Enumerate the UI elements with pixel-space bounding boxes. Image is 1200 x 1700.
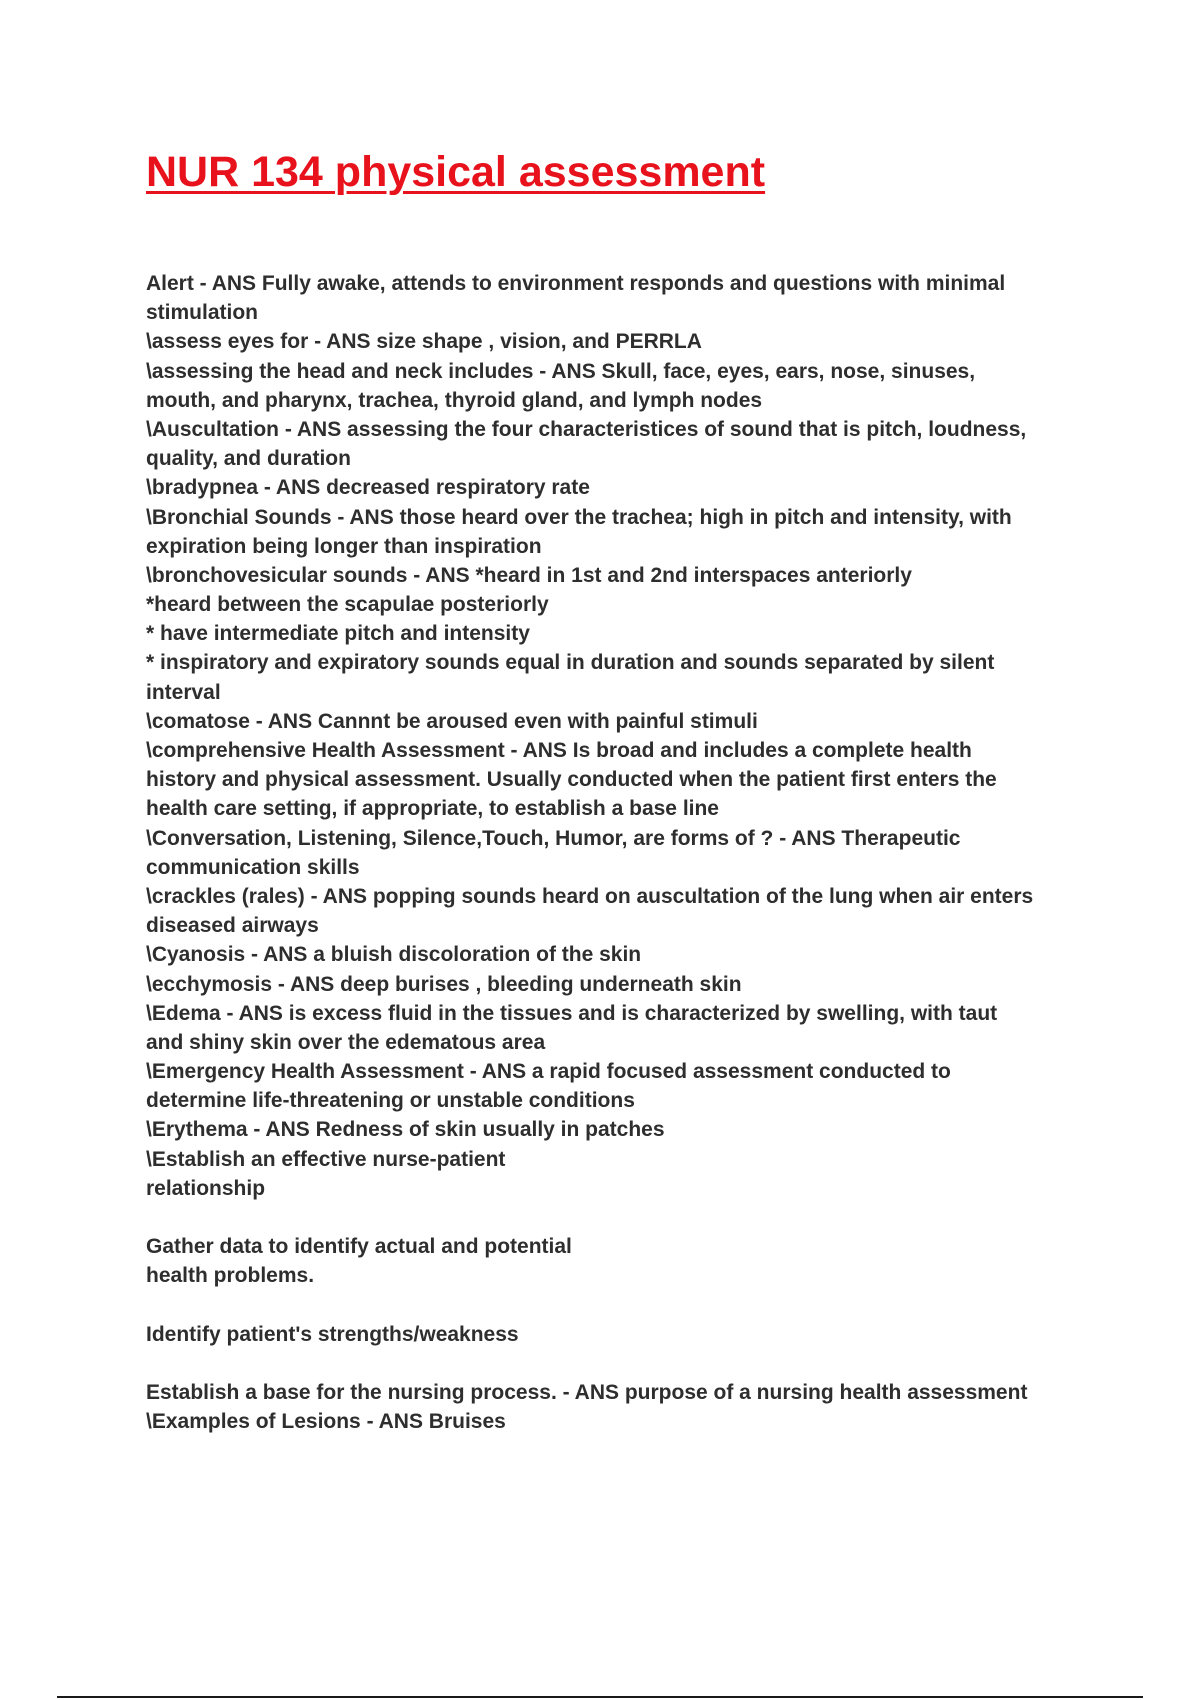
text-line: \comatose - ANS Cannnt be aroused even with painful stimuli xyxy=(146,709,758,733)
text-line: relationship xyxy=(146,1176,266,1200)
text-line: health care setting, if appropriate, to establish a base line xyxy=(146,797,719,821)
text-line: \Erythema - ANS Redness of skin usually in patches xyxy=(146,1118,665,1142)
paragraph-gap xyxy=(146,1203,1106,1232)
text-line: \comprehensive Health Assessment - ANS Is broad and includes a complete health xyxy=(146,739,972,762)
paragraph-gap xyxy=(146,1291,1106,1320)
document-title: NUR 134 physical assessment xyxy=(146,148,766,196)
text-line: \Bronchial Sounds - ANS those heard over the trachea; high in pitch and intensity, with xyxy=(146,505,1012,529)
text-line: expiration being longer than inspiration xyxy=(146,534,542,558)
text-line: \Edema - ANS is excess fluid in the tissues and is characterized by swelling, with taut xyxy=(146,1001,998,1025)
text-line: mouth, and pharynx, trachea, thyroid gland, and lymph nodes xyxy=(146,388,763,412)
text-line: * inspiratory and expiratory sounds equal in duration and sounds separated by silent xyxy=(146,651,995,675)
text-line: and shiny skin over the edematous area xyxy=(146,1030,546,1054)
text-line: communication skills xyxy=(146,855,360,879)
text-line: \crackles (rales) - ANS popping sounds heard on auscultation of the lung when air enters xyxy=(146,884,1034,908)
text-line: interval xyxy=(146,680,221,704)
text-line: stimulation xyxy=(146,301,259,325)
footer-divider xyxy=(57,1696,1143,1698)
text-line: Gather data to identify actual and potential xyxy=(146,1235,572,1259)
text-line: quality, and duration xyxy=(146,447,351,471)
text-line: \ecchymosis - ANS deep burises , bleeding underneath skin xyxy=(146,972,742,996)
text-line: \assess eyes for - ANS size shape , vision, and PERRLA xyxy=(146,330,702,354)
document-body xyxy=(146,269,1106,1437)
text-line: \bronchovesicular sounds - ANS *heard in 1st and 2nd interspaces anteriorly xyxy=(146,563,912,587)
text-line: \Examples of Lesions - ANS Bruises xyxy=(146,1410,506,1434)
paragraph-gap xyxy=(146,1349,1106,1378)
text-line: \Cyanosis - ANS a bluish discoloration of the skin xyxy=(146,943,642,967)
text-line: Alert - ANS Fully awake, attends to environment responds and questions with minimal xyxy=(146,272,1006,295)
text-line: \Conversation, Listening, Silence,Touch, Humor, are forms of ? - ANS Therapeutic xyxy=(146,826,961,850)
text-line: Establish a base for the nursing process. - ANS purpose of a nursing health assessment xyxy=(146,1381,1028,1405)
text-line: \Auscultation - ANS assessing the four characteristices of sound that is pitch, loudness, xyxy=(146,417,1027,441)
text-line: \Establish an effective nurse-patient xyxy=(146,1147,506,1171)
text-line: \bradypnea - ANS decreased respiratory rate xyxy=(146,476,590,500)
text-line: * have intermediate pitch and intensity xyxy=(146,622,530,646)
text-line: \Emergency Health Assessment - ANS a rapid focused assessment conducted to xyxy=(146,1060,951,1084)
text-line: diseased airways xyxy=(146,914,319,938)
text-line: \assessing the head and neck includes - ANS Skull, face, eyes, ears, nose, sinuses, xyxy=(146,359,976,383)
text-line: Identify patient's strengths/weakness xyxy=(146,1322,519,1346)
text-line: determine life-threatening or unstable conditions xyxy=(146,1089,635,1113)
text-line: history and physical assessment. Usually conducted when the patient first enters the xyxy=(146,768,997,792)
text-line: health problems. xyxy=(146,1264,315,1288)
text-line: *heard between the scapulae posteriorly xyxy=(146,593,549,617)
